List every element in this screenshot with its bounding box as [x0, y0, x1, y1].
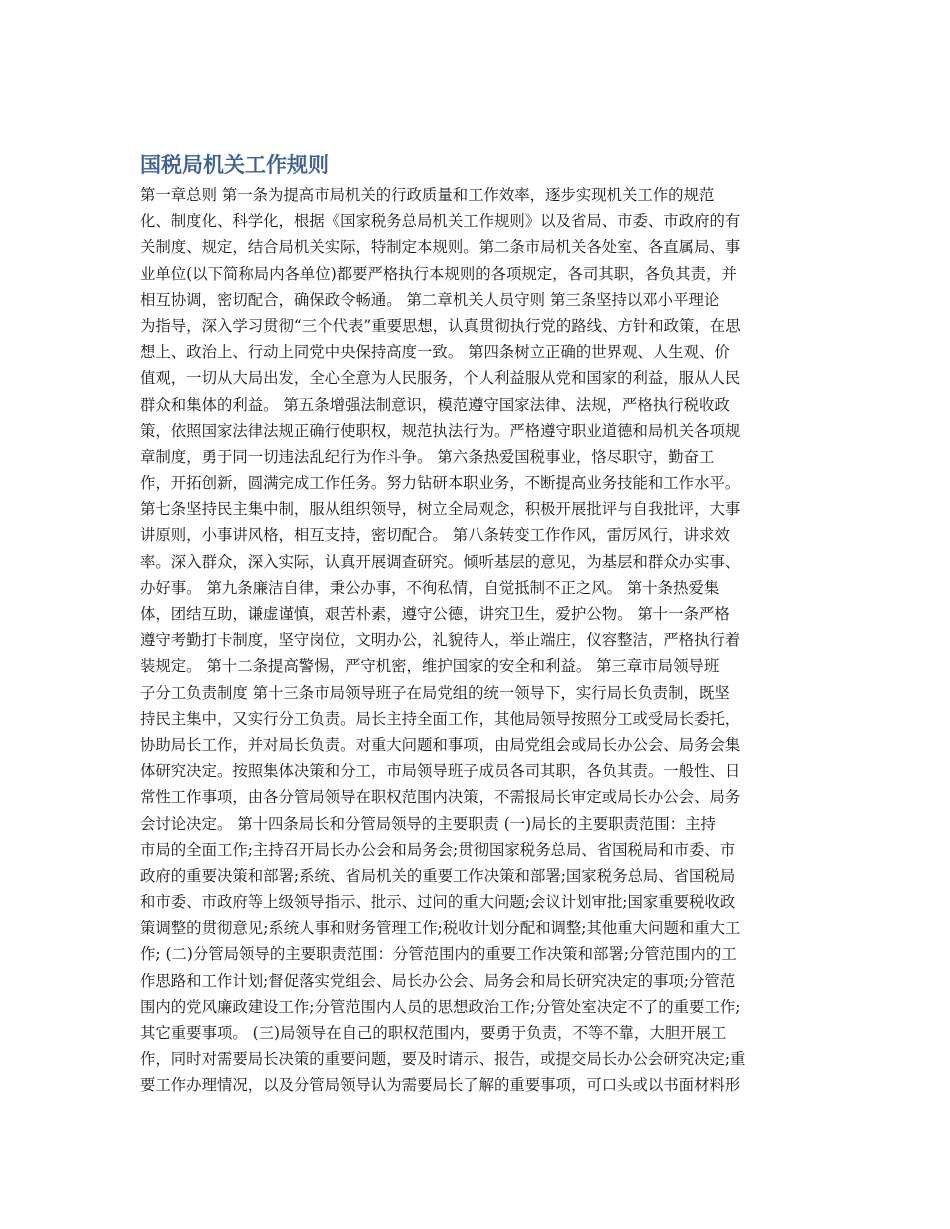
body-text-line: 率。深入群众，深入实际，认真开展调查研究。倾听基层的意见，为基层和群众办实事、 [140, 552, 741, 571]
body-text-line: 持民主集中，又实行分工负责。局长主持全面工作，其他局领导按照分工或受局长委托， [140, 709, 741, 728]
body-text-line: 和市委、市政府等上级领导指示、批示、过问的重大问题;会议计划审批;国家重要税收政 [140, 893, 736, 912]
body-text-line: 讲原则，小事讲风格，相互支持，密切配合。 第八条转变工作作风，雷厉风行，讲求效 [140, 526, 730, 545]
body-text-line: 政府的重要决策和部署;系统、省局机关的重要工作决策和部署;国家税务总局、省国税局 [140, 866, 736, 885]
body-text-line: 章制度，勇于同一切违法乱纪行为作斗争。 第六条热爱国税事业，恪尽职守，勤奋工 [140, 447, 715, 466]
body-text-line: 会讨论决定。 第十四条局长和分管局领导的主要职责 (一)局长的主要职责范围：主持 [140, 814, 716, 833]
body-text-line: 要工作办理情况，以及分管局领导认为需要局长了解的重要事项，可口头或以书面材料形 [140, 1076, 741, 1095]
body-text-line: 值观，一切从大局出发，全心全意为人民服务，个人利益服从党和国家的利益，服从人民 [140, 369, 741, 388]
body-text-line: 相互协调，密切配合，确保政令畅通。 第二章机关人员守则 第三条坚持以邓小平理论 [140, 290, 720, 309]
body-text-line: 作思路和工作计划;督促落实党组会、局长办公会、局务会和局长研究决定的事项;分管范 [140, 971, 736, 990]
body-text-line: 群众和集体的利益。 第五条增强法制意识，模范遵守国家法律、法规，严格执行税收政 [140, 395, 730, 414]
body-text-line: 装规定。 第十二条提高警惕，严守机密，维护国家的安全和利益。 第三章市局领导班 [140, 657, 720, 676]
body-text-line: 关制度、规定，结合局机关实际，特制定本规则。第二条市局机关各处室、各直属局、事 [140, 238, 741, 257]
body-text-line: 体，团结互助，谦虚谨慎，艰苦朴素，遵守公德，讲究卫生，爱护公物。 第十一条严格 [140, 605, 730, 623]
body-text-line: 常性工作事项，由各分管局领导在职权范围内决策，不需报局长审定或局长办公会、局务 [140, 788, 741, 807]
body-text-line: 子分工负责制度 第十三条市局领导班子在局党组的统一领导下，实行局长负责制，既坚 [140, 683, 730, 702]
body-text-line: 为指导，深入学习贯彻“三个代表”重要思想，认真贯彻执行党的路线、方针和政策，在思 [140, 316, 741, 335]
body-text-line: 其它重要事项。 (三)局领导在自己的职权范围内，要勇于负责，不等不靠，大胆开展工 [140, 1024, 727, 1042]
body-text-line: 办好事。 第九条廉洁自律，秉公办事，不徇私情，自觉抵制不正之风。 第十条热爱集 [140, 578, 720, 597]
body-text-line: 想上、政治上、行动上同党中央保持高度一致。 第四条树立正确的世界观、人生观、价 [140, 343, 730, 362]
body-text-line: 策，依照国家法律法规正确行使职权，规范执法行为。严格遵守职业道德和局机关各项规 [140, 421, 741, 440]
body-text-line: 业单位(以下简称局内各单位)都要严格执行本规则的各项规定，各司其职，各负其责，并 [140, 264, 737, 283]
body-text-line: 遵守考勤打卡制度，坚守岗位，文明办公，礼貌待人，举止端庄，仪容整洁，严格执行着 [140, 631, 741, 650]
body-text-line: 第七条坚持民主集中制，服从组织领导，树立全局观念，积极开展批评与自我批评，大事 [140, 500, 741, 519]
document-title: 国税局机关工作规则 [140, 153, 329, 177]
body-text-line: 协助局长工作，并对局长负责。对重大问题和事项，由局党组会或局长办公会、局务会集 [140, 735, 741, 754]
body-text-line: 作，开拓创新，圆满完成工作任务。努力钻研本职业务，不断提高业务技能和工作水平。 [140, 474, 741, 493]
body-text-line: 化、制度化、科学化，根据《国家税务总局机关工作规则》以及省局、市委、市政府的有 [140, 212, 741, 231]
body-text-line: 作; (二)分管局领导的主要职责范围：分管范围内的重要工作决策和部署;分管范围内的工 [140, 945, 737, 964]
body-text-line: 围内的党风廉政建设工作;分管范围内人员的思想政治工作;分管处室决定不了的重要工作; [140, 997, 741, 1016]
body-text-line: 体研究决定。按照集体决策和分工，市局领导班子成员各司其职，各负其责。一般性、日 [140, 762, 741, 781]
body-text-line: 策调整的贯彻意见;系统人事和财务管理工作;税收计划分配和调整;其他重大问题和重大工 [140, 919, 741, 938]
body-text-line: 市局的全面工作;主持召开局长办公会和局务会;贯彻国家税务总局、省国税局和市委、市 [140, 840, 736, 859]
body-text-line: 第一章总则 第一条为提高市局机关的行政质量和工作效率，逐步实现机关工作的规范 [140, 186, 715, 204]
document-body [140, 182, 810, 1099]
body-text-line: 作，同时对需要局长决策的重要问题，要及时请示、报告，或提交局长办公会研究决定;重 [140, 1050, 746, 1069]
